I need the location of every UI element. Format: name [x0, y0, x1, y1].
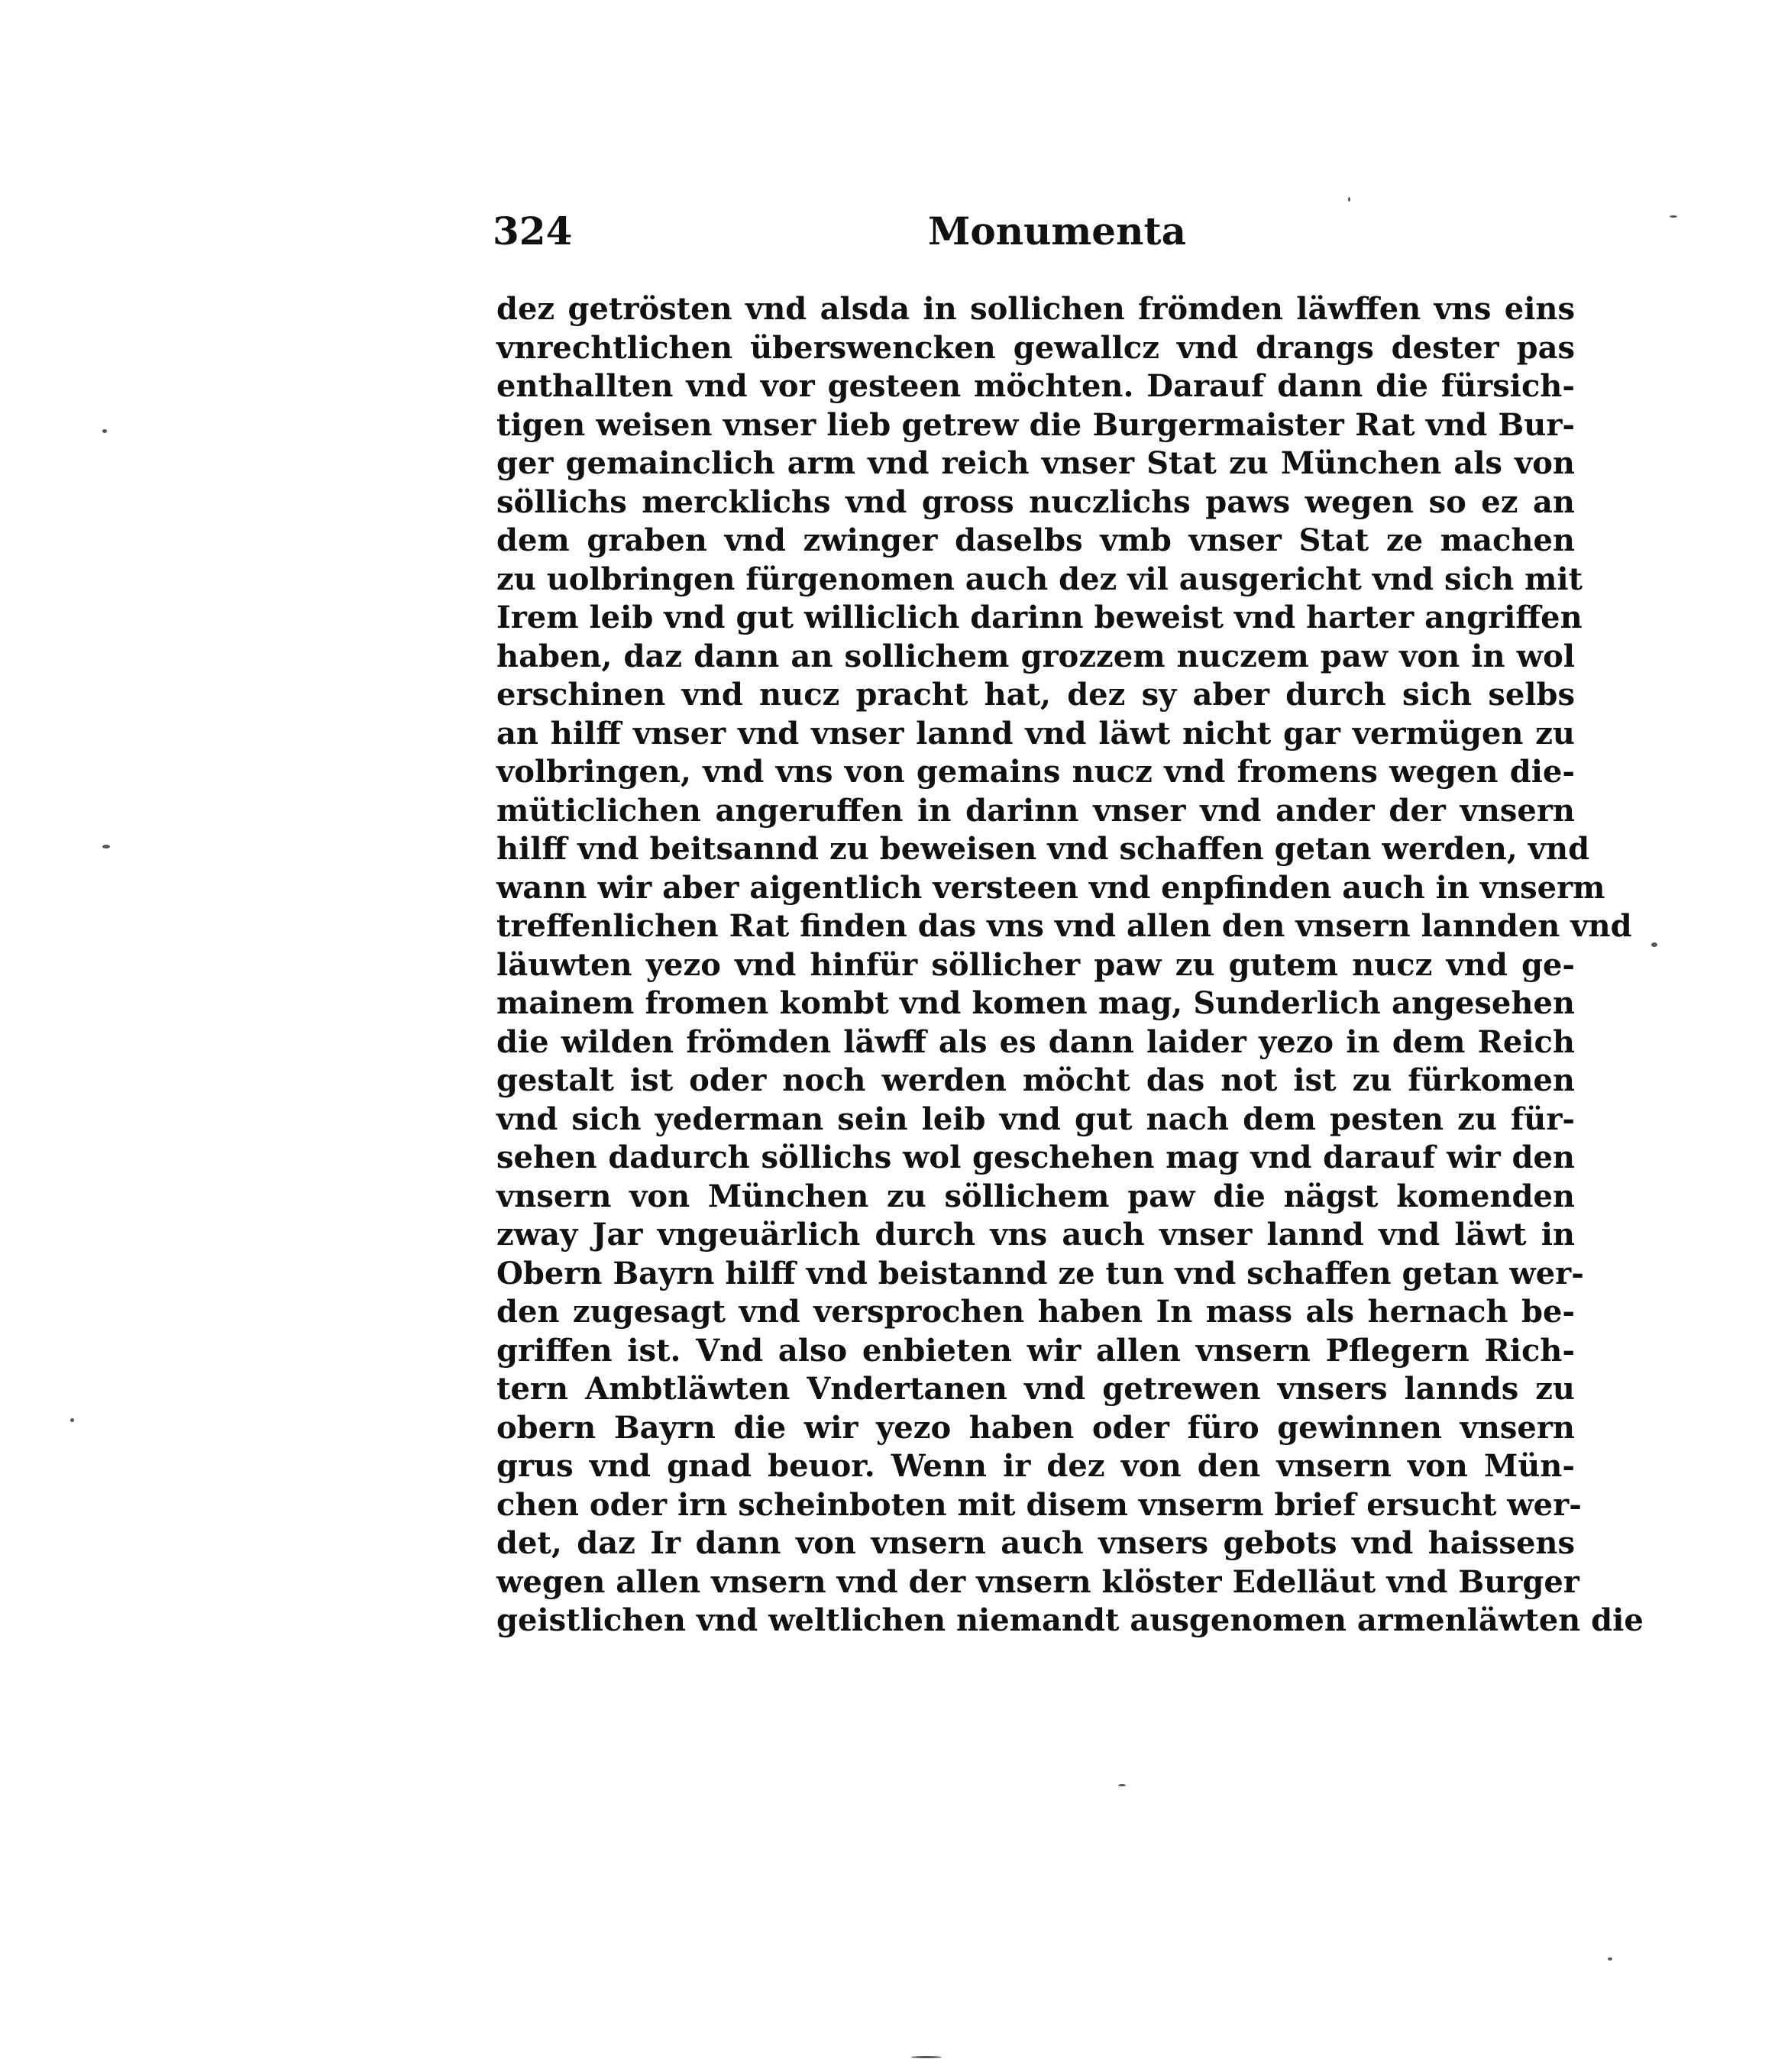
text-line: vnd sich yederman sein leib vnd gut nach dem pesten zu für- — [496, 1101, 1575, 1137]
text-line: treffenlichen Rat finden das vns vnd allen den vnsern lannden vnd — [496, 908, 1632, 944]
scan-speck — [70, 1418, 74, 1422]
text-line: volbringen, vnd vns von gemains nucz vnd fromens wegen die- — [496, 754, 1575, 790]
text-line: ger gemainclich arm vnd reich vnser Stat zu München als von — [496, 445, 1575, 481]
text-line: Irem leib vnd gut williclich darinn beweist vnd harter angriffen — [496, 600, 1583, 635]
text-line: enthallten vnd vor gesteen möchten. Darauf dann die fürsich- — [496, 368, 1575, 404]
text-line: mainem fromen kombt vnd komen mag, Sunderlich angesehen — [496, 985, 1575, 1021]
text-line: wegen allen vnsern vnd der vnsern klöster Edelläut vnd Burger — [496, 1563, 1579, 1600]
text-line: haben, daz dann an sollichem grozzem nuczem paw von in wol — [496, 638, 1575, 674]
scan-speck — [1348, 197, 1350, 202]
text-line: Obern Bayrn hilff vnd beistannd ze tun vnd schaffen getan wer- — [496, 1255, 1584, 1291]
text-line: müticlichen angeruffen in darinn vnser vnd ander der vnsern — [496, 792, 1575, 829]
text-line: vnrechtlichen überswencken gewallcz vnd drangs dester pas — [496, 329, 1575, 366]
running-title: Monumenta — [928, 208, 1186, 254]
scan-speck — [102, 845, 110, 849]
body-text — [496, 290, 1644, 1640]
text-line: zu uolbringen fürgenomen auch dez vil ausgericht vnd sich mit — [496, 561, 1583, 597]
scan-speck — [1651, 942, 1657, 947]
text-line: gestalt ist oder noch werden möcht das not ist zu fürkomen — [496, 1062, 1575, 1098]
scan-speck — [1608, 1957, 1612, 1960]
text-line: det, daz Ir dann von vnsern auch vnsers gebots vnd haissens — [496, 1525, 1575, 1561]
text-line: den zugesagt vnd versprochen haben In mass als hernach be- — [496, 1294, 1575, 1330]
text-line: grus vnd gnad beuor. Wenn ir dez von den vnsern von Mün- — [496, 1448, 1575, 1484]
page-number: 324 — [493, 208, 573, 254]
text-line: chen oder irn scheinboten mit disem vnserm brief ersucht wer- — [496, 1486, 1582, 1523]
text-line: zway Jar vngeuärlich durch vns auch vnser lannd vnd läwt in — [496, 1217, 1575, 1253]
text-line: obern Bayrn die wir yezo haben oder füro gewinnen vnsern — [496, 1409, 1575, 1446]
text-line: vnsern von München zu söllichem paw die nägst komenden — [496, 1178, 1575, 1214]
text-line: an hilff vnser vnd vnser lannd vnd läwt nicht gar vermügen zu — [496, 715, 1575, 752]
text-line: hilff vnd beitsannd zu beweisen vnd schaffen getan werden, vnd — [496, 831, 1590, 867]
scan-speck — [102, 429, 107, 433]
text-line: die wilden frömden läwff als es dann laider yezo in dem Reich — [496, 1023, 1575, 1060]
page-header — [493, 205, 1186, 258]
text-line: tigen weisen vnser lieb getrew die Burgermaister Rat vnd Bur- — [496, 406, 1575, 443]
text-line: söllichs mercklichs vnd gross nuczlichs paws wegen so ez an — [496, 483, 1575, 520]
scan-speck — [1118, 1784, 1126, 1786]
text-line: tern Ambtläwten Vndertanen vnd getrewen vnsers lannds zu — [496, 1371, 1575, 1407]
text-line: geistlichen vnd weltlichen niemandt ausgenomen armenläwten die — [496, 1602, 1644, 1638]
text-line: läuwten yezo vnd hinfür söllicher paw zu gutem nucz vnd ge- — [496, 946, 1575, 983]
text-line: erschinen vnd nucz pracht hat, dez sy aber durch sich selbs — [496, 677, 1575, 713]
text-line: dez getrösten vnd alsda in sollichen frömden läwffen vns eins — [496, 291, 1575, 327]
text-line: wann wir aber aigentlich versteen vnd enpfinden auch in vnserm — [496, 869, 1605, 906]
text-line: dem graben vnd zwinger daselbs vmb vnser Stat ze machen — [496, 522, 1575, 558]
scan-speck — [1670, 215, 1677, 218]
text-line: griffen ist. Vnd also enbieten wir allen vnsern Pflegern Rich- — [496, 1332, 1575, 1369]
text-line: sehen dadurch söllichs wol geschehen mag vnd darauf wir den — [496, 1139, 1575, 1175]
scan-speck — [911, 2056, 942, 2058]
